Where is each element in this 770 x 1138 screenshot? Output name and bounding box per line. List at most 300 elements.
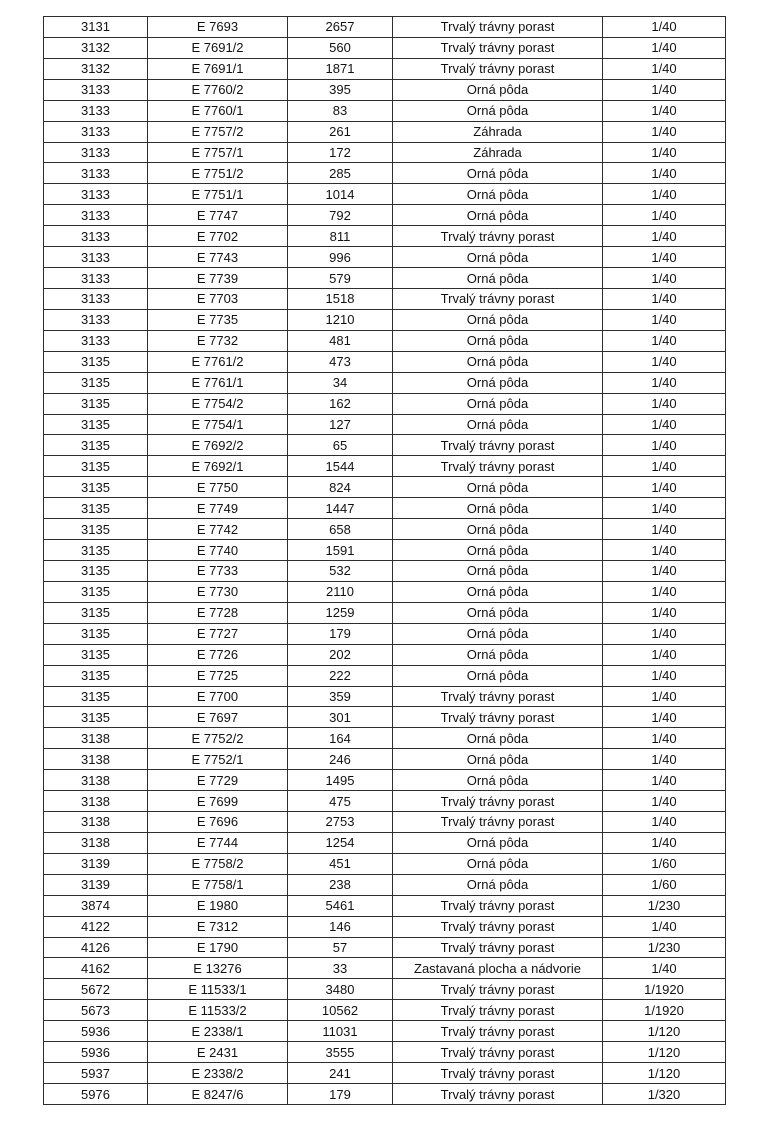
table-cell: 481 [288, 330, 393, 351]
table-cell: 3132 [44, 37, 148, 58]
table-cell: 579 [288, 268, 393, 289]
table-cell: 4122 [44, 916, 148, 937]
land-parcel-table [43, 16, 726, 1105]
table-cell: 811 [288, 226, 393, 247]
table-cell: 1/40 [603, 226, 726, 247]
table-cell: Orná pôda [393, 498, 603, 519]
table-cell: 4126 [44, 937, 148, 958]
table-cell: 1/40 [603, 832, 726, 853]
table-cell: Orná pôda [393, 79, 603, 100]
table-cell: 3132 [44, 58, 148, 79]
table-cell: 5936 [44, 1021, 148, 1042]
table-cell: 3135 [44, 602, 148, 623]
table-row [44, 435, 726, 456]
table-cell: E 7758/2 [148, 853, 288, 874]
table-cell: Orná pôda [393, 644, 603, 665]
table-row [44, 330, 726, 351]
table-cell: 2753 [288, 812, 393, 833]
table-cell: Orná pôda [393, 770, 603, 791]
table-cell: Orná pôda [393, 414, 603, 435]
table-cell: 162 [288, 393, 393, 414]
table-cell: 1/40 [603, 309, 726, 330]
table-cell: E 2338/1 [148, 1021, 288, 1042]
table-cell: 3135 [44, 623, 148, 644]
table-cell: 3133 [44, 142, 148, 163]
table-row [44, 958, 726, 979]
table-cell: 1/40 [603, 184, 726, 205]
table-row [44, 1021, 726, 1042]
table-cell: 3133 [44, 226, 148, 247]
table-cell: 5936 [44, 1042, 148, 1063]
table-cell: E 7692/2 [148, 435, 288, 456]
table-cell: 3135 [44, 393, 148, 414]
table-cell: Trvalý trávny porast [393, 226, 603, 247]
table-cell: 202 [288, 644, 393, 665]
table-cell: 3135 [44, 644, 148, 665]
table-cell: 1/40 [603, 644, 726, 665]
table-cell: 824 [288, 477, 393, 498]
table-cell: E 8247/6 [148, 1084, 288, 1105]
table-cell: Trvalý trávny porast [393, 37, 603, 58]
table-row [44, 979, 726, 1000]
table-cell: E 7757/2 [148, 121, 288, 142]
table-cell: Orná pôda [393, 184, 603, 205]
table-cell: 1/40 [603, 163, 726, 184]
table-cell: 179 [288, 623, 393, 644]
table-cell: E 7758/1 [148, 874, 288, 895]
table-cell: E 7727 [148, 623, 288, 644]
table-cell: 3138 [44, 812, 148, 833]
table-cell: E 7751/1 [148, 184, 288, 205]
table-row [44, 791, 726, 812]
table-row [44, 916, 726, 937]
table-row [44, 1042, 726, 1063]
table-cell: 3135 [44, 540, 148, 561]
table-cell: E 7693 [148, 17, 288, 38]
table-cell: 2110 [288, 581, 393, 602]
table-cell: 3131 [44, 17, 148, 38]
table-row [44, 707, 726, 728]
table-cell: 3135 [44, 707, 148, 728]
table-cell: 1/40 [603, 770, 726, 791]
table-cell: E 1980 [148, 895, 288, 916]
table-cell: 4162 [44, 958, 148, 979]
table-row [44, 477, 726, 498]
table-row [44, 937, 726, 958]
table-cell: 33 [288, 958, 393, 979]
table-cell: E 7761/1 [148, 372, 288, 393]
table-cell: 1/1920 [603, 1000, 726, 1021]
table-row [44, 456, 726, 477]
table-row [44, 100, 726, 121]
table-cell: 3135 [44, 414, 148, 435]
table-cell: E 7699 [148, 791, 288, 812]
table-cell: E 7732 [148, 330, 288, 351]
table-cell: Orná pôda [393, 351, 603, 372]
table-cell: E 7742 [148, 519, 288, 540]
table-cell: 11031 [288, 1021, 393, 1042]
table-cell: E 7735 [148, 309, 288, 330]
table-cell: 3133 [44, 247, 148, 268]
table-cell: 3133 [44, 205, 148, 226]
table-cell: 179 [288, 1084, 393, 1105]
table-row [44, 853, 726, 874]
table-cell: 3480 [288, 979, 393, 1000]
table-cell: 1/40 [603, 456, 726, 477]
table-row [44, 372, 726, 393]
table-cell: E 7752/2 [148, 728, 288, 749]
table-cell: 3138 [44, 749, 148, 770]
table-cell: 359 [288, 686, 393, 707]
table-cell: E 7750 [148, 477, 288, 498]
table-cell: E 7730 [148, 581, 288, 602]
table-row [44, 832, 726, 853]
table-cell: 473 [288, 351, 393, 372]
table-row [44, 728, 726, 749]
table-cell: Trvalý trávny porast [393, 791, 603, 812]
table-cell: 1/40 [603, 351, 726, 372]
table-cell: 5672 [44, 979, 148, 1000]
table-cell: 3133 [44, 309, 148, 330]
table-cell: 1/40 [603, 100, 726, 121]
table-cell: 34 [288, 372, 393, 393]
table-cell: Trvalý trávny porast [393, 1021, 603, 1042]
table-cell: 451 [288, 853, 393, 874]
table-cell: 996 [288, 247, 393, 268]
table-cell: 3135 [44, 519, 148, 540]
table-row [44, 414, 726, 435]
table-cell: 1/40 [603, 393, 726, 414]
table-cell: 1/60 [603, 853, 726, 874]
table-row [44, 184, 726, 205]
table-row [44, 247, 726, 268]
table-cell: 3135 [44, 665, 148, 686]
table-row [44, 205, 726, 226]
table-cell: 395 [288, 79, 393, 100]
table-cell: E 7691/2 [148, 37, 288, 58]
table-cell: 475 [288, 791, 393, 812]
table-row [44, 37, 726, 58]
table-cell: E 7743 [148, 247, 288, 268]
table-cell: Trvalý trávny porast [393, 937, 603, 958]
table-cell: 301 [288, 707, 393, 728]
table-cell: 658 [288, 519, 393, 540]
table-cell: 3135 [44, 581, 148, 602]
table-cell: 3138 [44, 770, 148, 791]
table-row [44, 1000, 726, 1021]
table-row [44, 393, 726, 414]
table-cell: E 7692/1 [148, 456, 288, 477]
table-row [44, 749, 726, 770]
table-cell: 3138 [44, 728, 148, 749]
table-cell: 3135 [44, 477, 148, 498]
table-cell: Orná pôda [393, 560, 603, 581]
table-cell: Trvalý trávny porast [393, 812, 603, 833]
table-cell: 1/120 [603, 1063, 726, 1084]
table-cell: 532 [288, 560, 393, 581]
table-row [44, 644, 726, 665]
table-cell: E 7754/2 [148, 393, 288, 414]
table-row [44, 1063, 726, 1084]
table-cell: 5937 [44, 1063, 148, 1084]
table-cell: Zastavaná plocha a nádvorie [393, 958, 603, 979]
table-row [44, 163, 726, 184]
table-cell: 261 [288, 121, 393, 142]
table-cell: E 1790 [148, 937, 288, 958]
table-row [44, 540, 726, 561]
table-row [44, 895, 726, 916]
table-cell: 1/60 [603, 874, 726, 895]
table-cell: E 7697 [148, 707, 288, 728]
table-cell: Trvalý trávny porast [393, 1084, 603, 1105]
table-cell: Orná pôda [393, 372, 603, 393]
table-row [44, 142, 726, 163]
table-cell: Orná pôda [393, 832, 603, 853]
table-row [44, 602, 726, 623]
table-cell: E 7729 [148, 770, 288, 791]
table-cell: 5976 [44, 1084, 148, 1105]
table-cell: E 11533/2 [148, 1000, 288, 1021]
table-cell: 10562 [288, 1000, 393, 1021]
table-cell: Orná pôda [393, 309, 603, 330]
table-cell: 3135 [44, 456, 148, 477]
table-cell: 1/40 [603, 205, 726, 226]
table-cell: 1/40 [603, 707, 726, 728]
table-cell: Orná pôda [393, 330, 603, 351]
table-cell: 3139 [44, 874, 148, 895]
table-cell: E 7757/1 [148, 142, 288, 163]
table-row [44, 79, 726, 100]
table-cell: E 7761/2 [148, 351, 288, 372]
table-cell: 1/40 [603, 519, 726, 540]
table-cell: E 7760/2 [148, 79, 288, 100]
table-cell: 1/40 [603, 142, 726, 163]
table-cell: Trvalý trávny porast [393, 686, 603, 707]
table-cell: Orná pôda [393, 519, 603, 540]
table-cell: E 7703 [148, 288, 288, 309]
table-cell: 3133 [44, 268, 148, 289]
table-cell: Trvalý trávny porast [393, 1042, 603, 1063]
table-cell: 1/40 [603, 37, 726, 58]
table-row [44, 686, 726, 707]
table-cell: E 7739 [148, 268, 288, 289]
table-cell: Trvalý trávny porast [393, 456, 603, 477]
table-cell: Trvalý trávny porast [393, 17, 603, 38]
table-cell: Orná pôda [393, 874, 603, 895]
table-cell: Orná pôda [393, 853, 603, 874]
table-cell: 1495 [288, 770, 393, 791]
table-cell: 164 [288, 728, 393, 749]
table-cell: 1871 [288, 58, 393, 79]
table-cell: 1/40 [603, 623, 726, 644]
table-cell: 1/40 [603, 268, 726, 289]
table-row [44, 226, 726, 247]
table-cell: Orná pôda [393, 665, 603, 686]
table-cell: Záhrada [393, 121, 603, 142]
table-row [44, 17, 726, 38]
table-cell: 1/120 [603, 1021, 726, 1042]
table-cell: 1254 [288, 832, 393, 853]
table-cell: 83 [288, 100, 393, 121]
table-cell: Trvalý trávny porast [393, 895, 603, 916]
table-cell: 3133 [44, 184, 148, 205]
table-cell: Trvalý trávny porast [393, 58, 603, 79]
table-cell: 3133 [44, 288, 148, 309]
table-body [44, 17, 726, 1105]
table-cell: 1/40 [603, 665, 726, 686]
table-cell: 3874 [44, 895, 148, 916]
table-cell: 3133 [44, 100, 148, 121]
table-cell: 1259 [288, 602, 393, 623]
table-row [44, 812, 726, 833]
table-cell: 1544 [288, 456, 393, 477]
table-row [44, 519, 726, 540]
table-row [44, 121, 726, 142]
table-row [44, 288, 726, 309]
table-cell: Orná pôda [393, 602, 603, 623]
table-cell: E 11533/1 [148, 979, 288, 1000]
table-row [44, 560, 726, 581]
table-cell: 3138 [44, 791, 148, 812]
table-cell: 1/40 [603, 958, 726, 979]
table-cell: E 7754/1 [148, 414, 288, 435]
table-cell: 3133 [44, 79, 148, 100]
table-cell: Orná pôda [393, 477, 603, 498]
table-row [44, 351, 726, 372]
table-row [44, 623, 726, 644]
table-cell: E 7728 [148, 602, 288, 623]
table-cell: 5673 [44, 1000, 148, 1021]
table-cell: 1/230 [603, 937, 726, 958]
table-cell: 560 [288, 37, 393, 58]
table-cell: Trvalý trávny porast [393, 435, 603, 456]
table-cell: 3135 [44, 560, 148, 581]
table-cell: Orná pôda [393, 205, 603, 226]
table-cell: E 7751/2 [148, 163, 288, 184]
table-row [44, 770, 726, 791]
table-cell: 1210 [288, 309, 393, 330]
table-cell: 1/40 [603, 498, 726, 519]
table-cell: 241 [288, 1063, 393, 1084]
table-cell: 1/40 [603, 330, 726, 351]
table-row [44, 581, 726, 602]
table-cell: 3133 [44, 330, 148, 351]
table-row [44, 58, 726, 79]
table-cell: E 7702 [148, 226, 288, 247]
table-cell: 1/40 [603, 916, 726, 937]
table-cell: 1/40 [603, 288, 726, 309]
table-cell: E 7760/1 [148, 100, 288, 121]
table-cell: 1/40 [603, 728, 726, 749]
table-cell: E 7725 [148, 665, 288, 686]
table-cell: E 7691/1 [148, 58, 288, 79]
table-cell: 285 [288, 163, 393, 184]
table-cell: 3135 [44, 435, 148, 456]
table-cell: E 7744 [148, 832, 288, 853]
table-cell: 3135 [44, 686, 148, 707]
table-cell: E 7752/1 [148, 749, 288, 770]
table-cell: E 2431 [148, 1042, 288, 1063]
table-cell: 1/40 [603, 812, 726, 833]
table-cell: Orná pôda [393, 393, 603, 414]
table-row [44, 874, 726, 895]
table-cell: 65 [288, 435, 393, 456]
table-cell: Trvalý trávny porast [393, 979, 603, 1000]
table-cell: 3555 [288, 1042, 393, 1063]
table-cell: 1/40 [603, 372, 726, 393]
table-cell: 2657 [288, 17, 393, 38]
table-cell: 1/40 [603, 791, 726, 812]
table-cell: 1/230 [603, 895, 726, 916]
table-cell: E 7700 [148, 686, 288, 707]
table-cell: 1/320 [603, 1084, 726, 1105]
table-cell: 1/40 [603, 540, 726, 561]
table-row [44, 498, 726, 519]
table-cell: 127 [288, 414, 393, 435]
table-cell: Trvalý trávny porast [393, 288, 603, 309]
table-cell: E 7733 [148, 560, 288, 581]
table-cell: 3139 [44, 853, 148, 874]
table-cell: 3133 [44, 163, 148, 184]
table-cell: 1/40 [603, 79, 726, 100]
table-cell: Záhrada [393, 142, 603, 163]
table-cell: E 7726 [148, 644, 288, 665]
table-cell: 1518 [288, 288, 393, 309]
table-cell: 3138 [44, 832, 148, 853]
table-cell: Orná pôda [393, 728, 603, 749]
table-cell: 246 [288, 749, 393, 770]
table-cell: 1/40 [603, 581, 726, 602]
table-cell: E 2338/2 [148, 1063, 288, 1084]
table-cell: 792 [288, 205, 393, 226]
table-cell: Orná pôda [393, 247, 603, 268]
table-cell: 1/40 [603, 602, 726, 623]
table-cell: 1/40 [603, 247, 726, 268]
table-cell: 3133 [44, 121, 148, 142]
table-cell: 1/40 [603, 58, 726, 79]
table-cell: Orná pôda [393, 268, 603, 289]
table-cell: Orná pôda [393, 540, 603, 561]
table-row [44, 268, 726, 289]
table-cell: 5461 [288, 895, 393, 916]
table-cell: 3135 [44, 498, 148, 519]
table-cell: E 7312 [148, 916, 288, 937]
table-cell: Orná pôda [393, 100, 603, 121]
table-cell: 1014 [288, 184, 393, 205]
table-cell: 172 [288, 142, 393, 163]
table-cell: Orná pôda [393, 163, 603, 184]
table-cell: 1/1920 [603, 979, 726, 1000]
table-cell: E 13276 [148, 958, 288, 979]
table-cell: 146 [288, 916, 393, 937]
table-cell: 1/40 [603, 560, 726, 581]
table-cell: 3135 [44, 351, 148, 372]
table-cell: 1/40 [603, 435, 726, 456]
table-cell: 238 [288, 874, 393, 895]
table-cell: 222 [288, 665, 393, 686]
table-cell: 1/40 [603, 749, 726, 770]
table-cell: 1/40 [603, 477, 726, 498]
table-cell: Trvalý trávny porast [393, 707, 603, 728]
table-cell: Orná pôda [393, 623, 603, 644]
table-cell: Trvalý trávny porast [393, 916, 603, 937]
table-cell: E 7747 [148, 205, 288, 226]
table-cell: E 7696 [148, 812, 288, 833]
table-cell: Trvalý trávny porast [393, 1063, 603, 1084]
table-cell: 1591 [288, 540, 393, 561]
table-cell: Orná pôda [393, 581, 603, 602]
table-cell: 1/40 [603, 17, 726, 38]
